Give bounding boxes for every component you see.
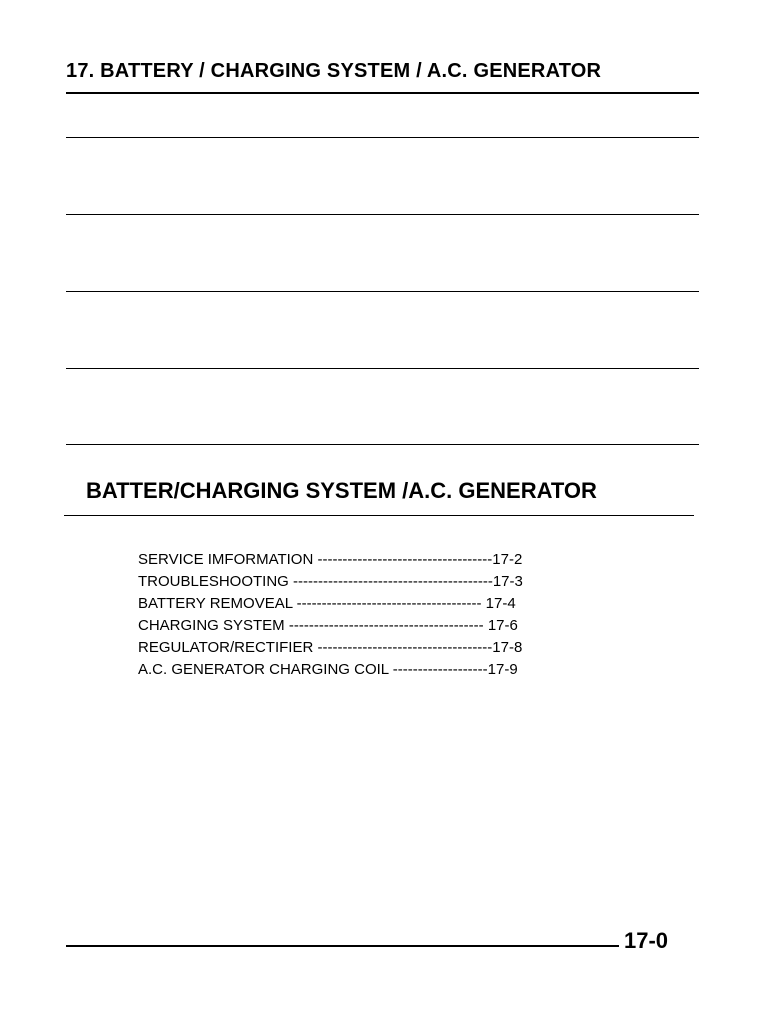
table-of-contents — [138, 549, 523, 681]
section-title: BATTER/CHARGING SYSTEM /A.C. GENERATOR — [86, 478, 597, 503]
toc-entry-battery-removal: BATTERY REMOVEAL ------------------------------------- 17-4 — [138, 595, 516, 612]
toc-entry-service-information: SERVICE IMFORMATION -----------------------------------17-2 — [138, 551, 523, 568]
blank-rule-4 — [66, 368, 699, 369]
toc-entry-ac-generator-charging-coil: A.C. GENERATOR CHARGING COIL -------------------17-9 — [138, 661, 518, 678]
chapter-title: 17. BATTERY / CHARGING SYSTEM / A.C. GENERATOR — [66, 60, 602, 82]
section-underline — [64, 515, 694, 516]
toc-entry-troubleshooting: TROUBLESHOOTING ----------------------------------------17-3 — [138, 573, 523, 590]
page-number: 17-0 — [624, 928, 669, 953]
header-underline — [66, 92, 699, 94]
blank-rule-1 — [66, 137, 699, 138]
toc-entry-charging-system: CHARGING SYSTEM --------------------------------------- 17-6 — [138, 617, 518, 634]
toc-entry-regulator-rectifier: REGULATOR/RECTIFIER -----------------------------------17-8 — [138, 639, 523, 656]
blank-rule-3 — [66, 291, 699, 292]
blank-rule-5 — [66, 444, 699, 445]
footer-rule — [66, 945, 619, 947]
blank-rule-2 — [66, 214, 699, 215]
